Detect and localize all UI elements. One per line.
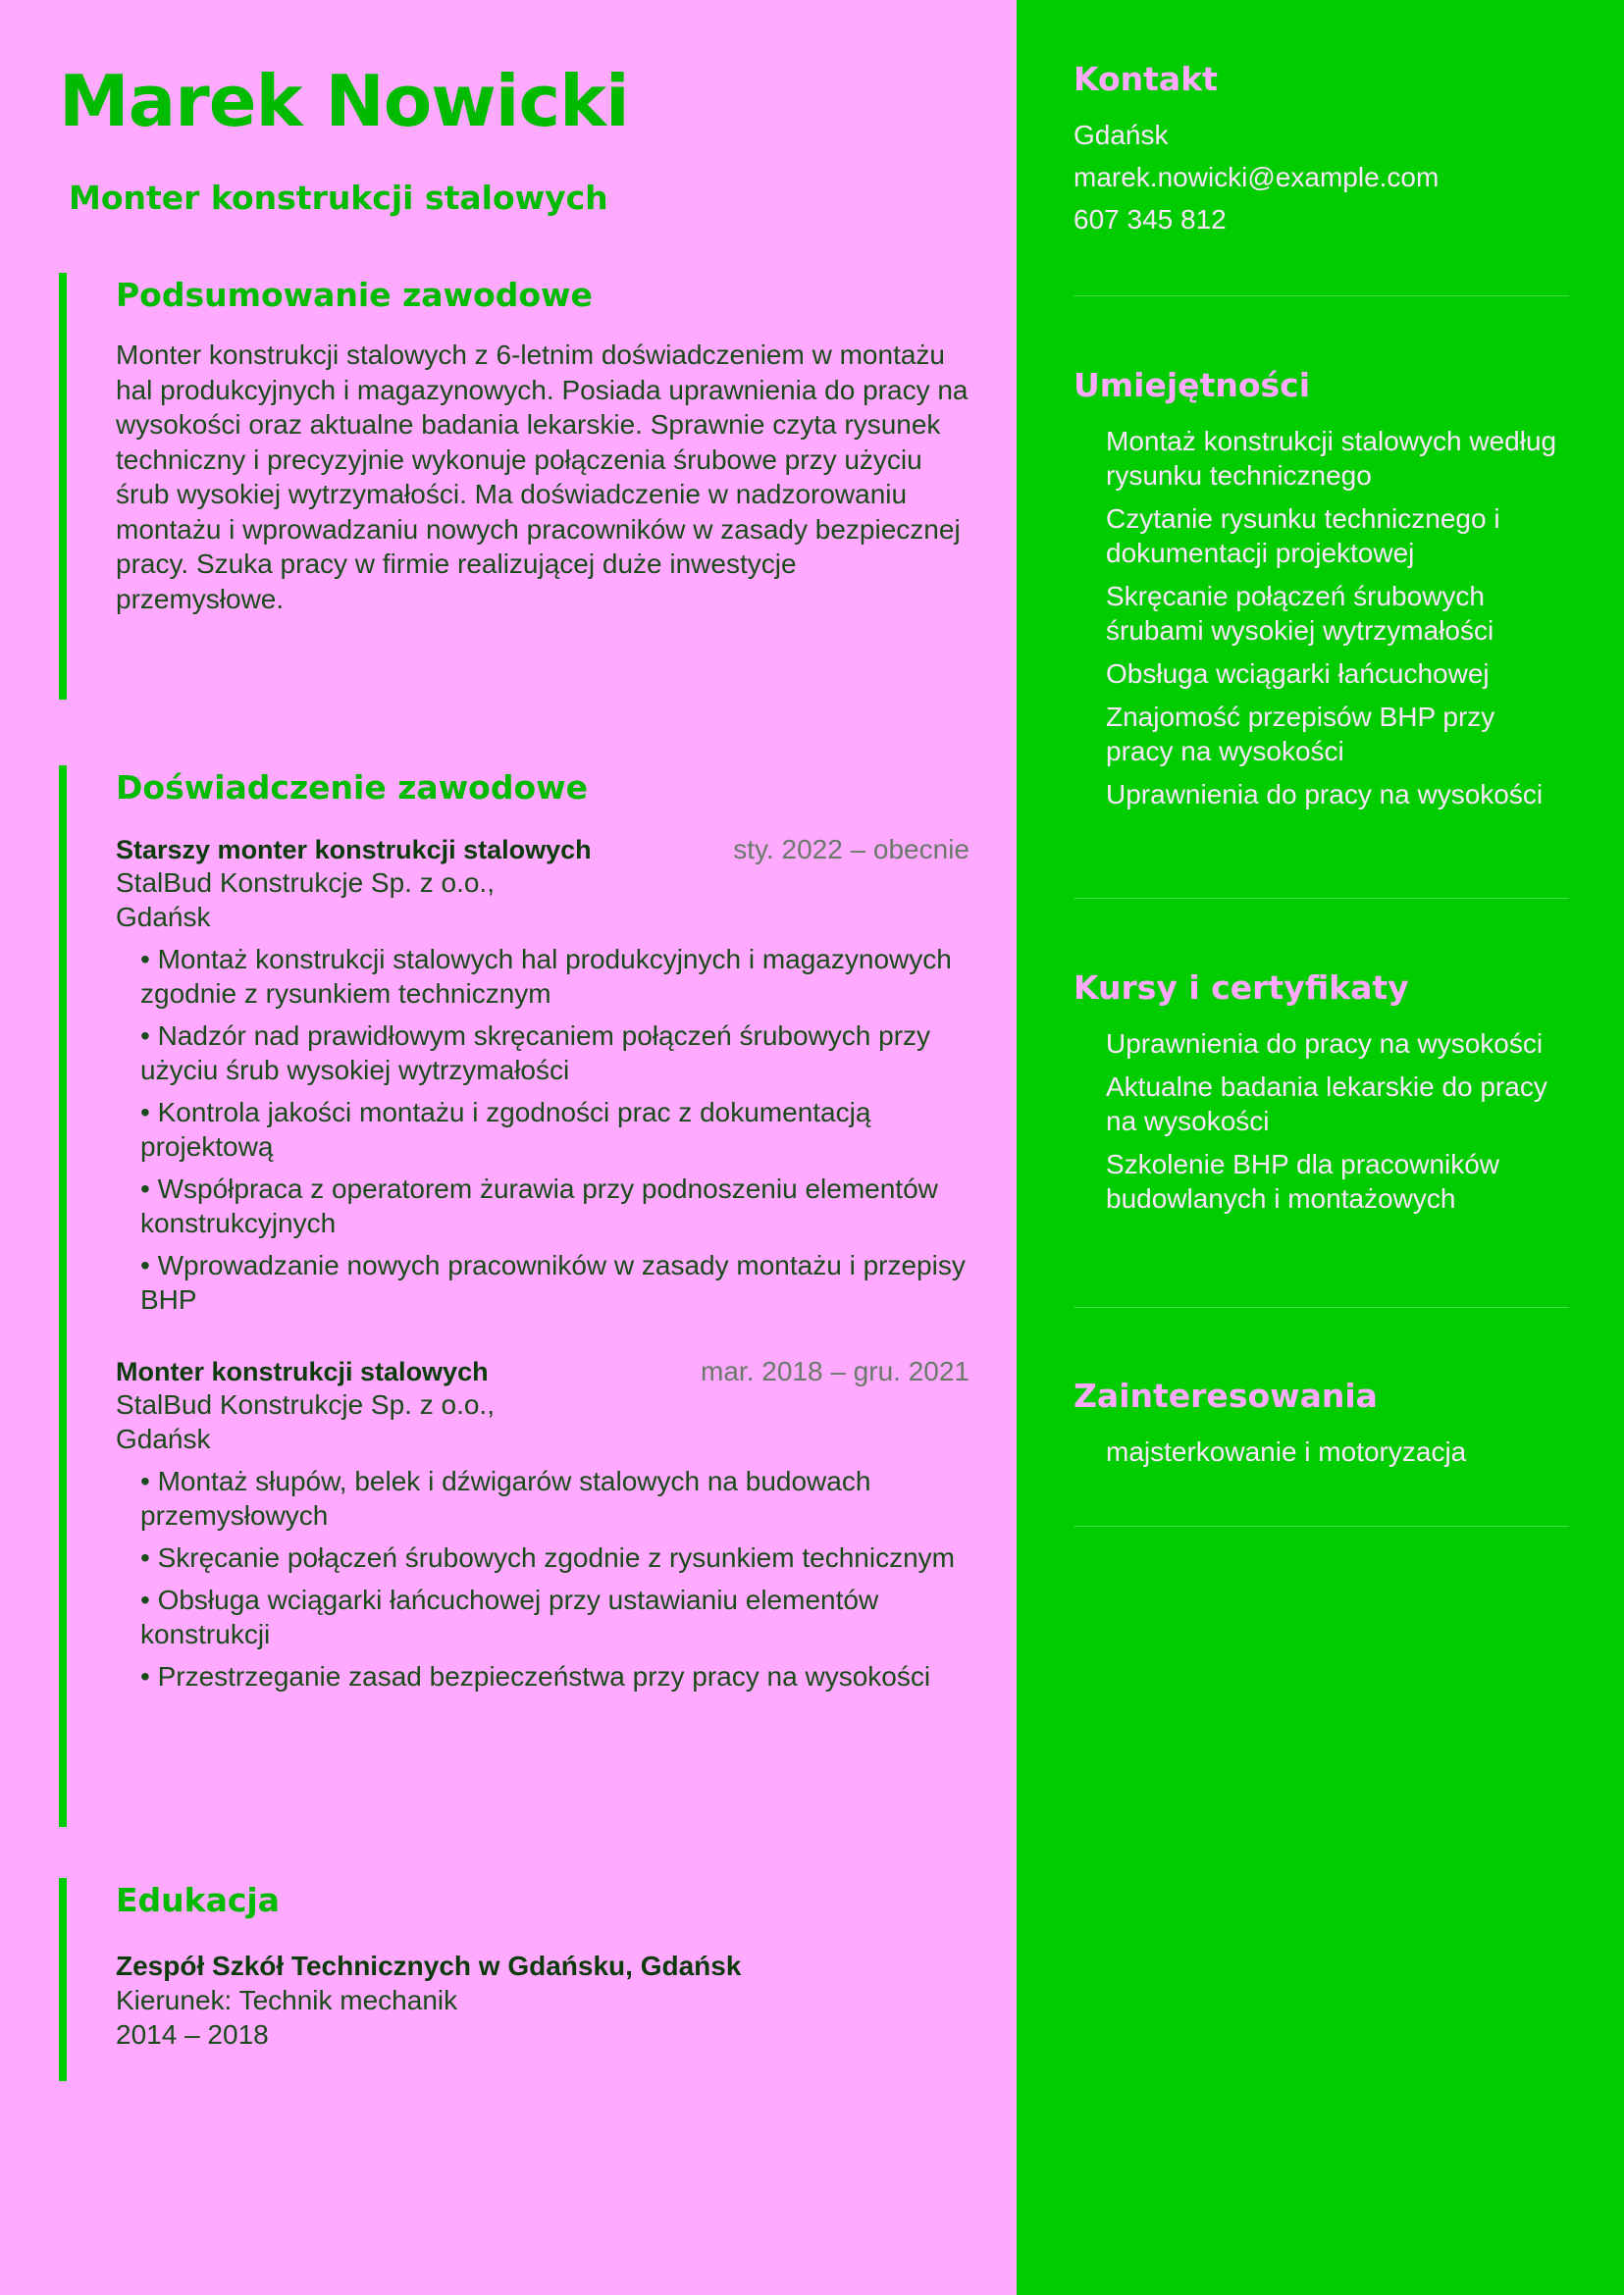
course-item: Uprawnienia do pracy na wysokości xyxy=(1106,1028,1544,1059)
skill-item: Montaż konstrukcji stalowych według rysunku technicznego xyxy=(1106,426,1557,491)
job-company: StalBud Konstrukcje Sp. z o.o., Gdańsk xyxy=(116,1389,495,1454)
course-item: Szkolenie BHP dla pracowników budowlanych i montażowych xyxy=(1106,1149,1500,1214)
skill-item: Znajomość przepisów BHP przy pracy na wysokości xyxy=(1106,702,1495,766)
divider xyxy=(1074,898,1569,899)
job-bullet: • Obsługa wciągarki łańcuchowej przy ustawianiu elementów konstrukcji xyxy=(140,1585,879,1649)
skill-item: Uprawnienia do pracy na wysokości xyxy=(1106,779,1544,809)
skills-section xyxy=(1074,363,1569,820)
job-bullet: • Współpraca z operatorem żurawia przy podnoszeniu elementów konstrukcyjnych xyxy=(140,1174,938,1238)
contact-section xyxy=(1074,57,1569,240)
divider xyxy=(1074,295,1569,296)
education-years: 2014 – 2018 xyxy=(116,2019,269,2050)
job-bullet: • Wprowadzanie nowych pracowników w zasady montażu i przepisy BHP xyxy=(140,1250,966,1315)
job-bullet: • Montaż słupów, belek i dźwigarów stalowych na budowach przemysłowych xyxy=(140,1466,871,1531)
education-school: Zespół Szkół Technicznych w Gdańsku, Gdańsk xyxy=(116,1951,742,1981)
interest-item: majsterkowanie i motoryzacja xyxy=(1106,1436,1467,1467)
job-date: sty. 2022 – obecnie xyxy=(733,834,969,864)
divider xyxy=(1074,1307,1569,1308)
interests-heading: Zainteresowania xyxy=(1074,1377,1378,1415)
skill-item: Obsługa wciągarki łańcuchowej xyxy=(1106,658,1490,689)
job-company: StalBud Konstrukcje Sp. z o.o., Gdańsk xyxy=(116,867,495,932)
interests-section xyxy=(1074,1374,1569,1478)
skill-item: Czytanie rysunku technicznego i dokumentacji projektowej xyxy=(1106,503,1500,568)
education-section xyxy=(59,1878,962,2081)
job-title: Monter konstrukcji stalowych xyxy=(116,1357,489,1386)
courses-section xyxy=(1074,965,1569,1225)
job-bullets xyxy=(116,1464,969,1694)
experience-heading: Doświadczenie zawodowe xyxy=(116,768,589,807)
summary-heading: Podsumowanie zawodowe xyxy=(116,276,593,314)
summary-text: Monter konstrukcji stalowych z 6-letnim doświadczeniem w montażu hal produkcyjnych i magazynowych. Posiada uprawnienia do pracy na wysokości oraz aktualne badania lekarskie. Sprawnie czyta rysunek techniczny i precyzyjnie wykonuje połączenia śrubowe przy użyciu śrub wysokiej wytrzymałości. Ma doświadczenie w nadzorowaniu montażu i wprowadzaniu nowych pracowników w zasady bezpiecznej pracy. Szuka pracy w firmie realizującej duże inwestycje przemysłowe. xyxy=(116,339,969,614)
job-title: Starszy monter konstrukcji stalowych xyxy=(116,835,592,864)
job-bullet: • Skręcanie połączeń śrubowych zgodnie z rysunkiem technicznym xyxy=(140,1542,955,1573)
job-bullet: • Montaż konstrukcji stalowych hal produkcyjnych i magazynowych zgodnie z rysunkiem technicznym xyxy=(140,944,952,1009)
job-bullet: • Kontrola jakości montażu i zgodności prac z dokumentacją projektową xyxy=(140,1097,871,1162)
courses-heading: Kursy i certyfikaty xyxy=(1074,968,1409,1007)
contact-city: Gdańsk xyxy=(1074,120,1169,150)
education-field: Kierunek: Technik mechanik xyxy=(116,1985,458,2015)
contact-phone: 607 345 812 xyxy=(1074,204,1227,235)
courses-list xyxy=(1074,1026,1569,1216)
skills-list xyxy=(1074,424,1569,811)
candidate-title: Monter konstrukcji stalowych xyxy=(69,179,608,217)
contact-heading: Kontakt xyxy=(1074,60,1218,98)
job-bullet: • Przestrzeganie zasad bezpieczeństwa przy pracy na wysokości xyxy=(140,1661,931,1692)
job-entry xyxy=(116,834,969,1317)
interests-list xyxy=(1074,1434,1569,1469)
skill-item: Skręcanie połączeń śrubowych śrubami wysokiej wytrzymałości xyxy=(1106,581,1494,646)
education-heading: Edukacja xyxy=(116,1881,281,1919)
job-bullets xyxy=(116,942,969,1317)
contact-email: marek.nowicki@example.com xyxy=(1074,162,1440,192)
course-item: Aktualne badania lekarskie do pracy na wysokości xyxy=(1106,1071,1547,1136)
skills-heading: Umiejętności xyxy=(1074,366,1311,404)
job-entry xyxy=(116,1356,969,1694)
experience-section xyxy=(59,765,969,1827)
summary-section xyxy=(59,273,969,700)
candidate-name: Marek Nowicki xyxy=(59,60,629,142)
job-date: mar. 2018 – gru. 2021 xyxy=(701,1356,969,1386)
divider xyxy=(1074,1526,1569,1527)
job-bullet: • Nadzór nad prawidłowym skręcaniem połączeń śrubowych przy użyciu śrub wysokiej wytrzymałości xyxy=(140,1020,931,1085)
